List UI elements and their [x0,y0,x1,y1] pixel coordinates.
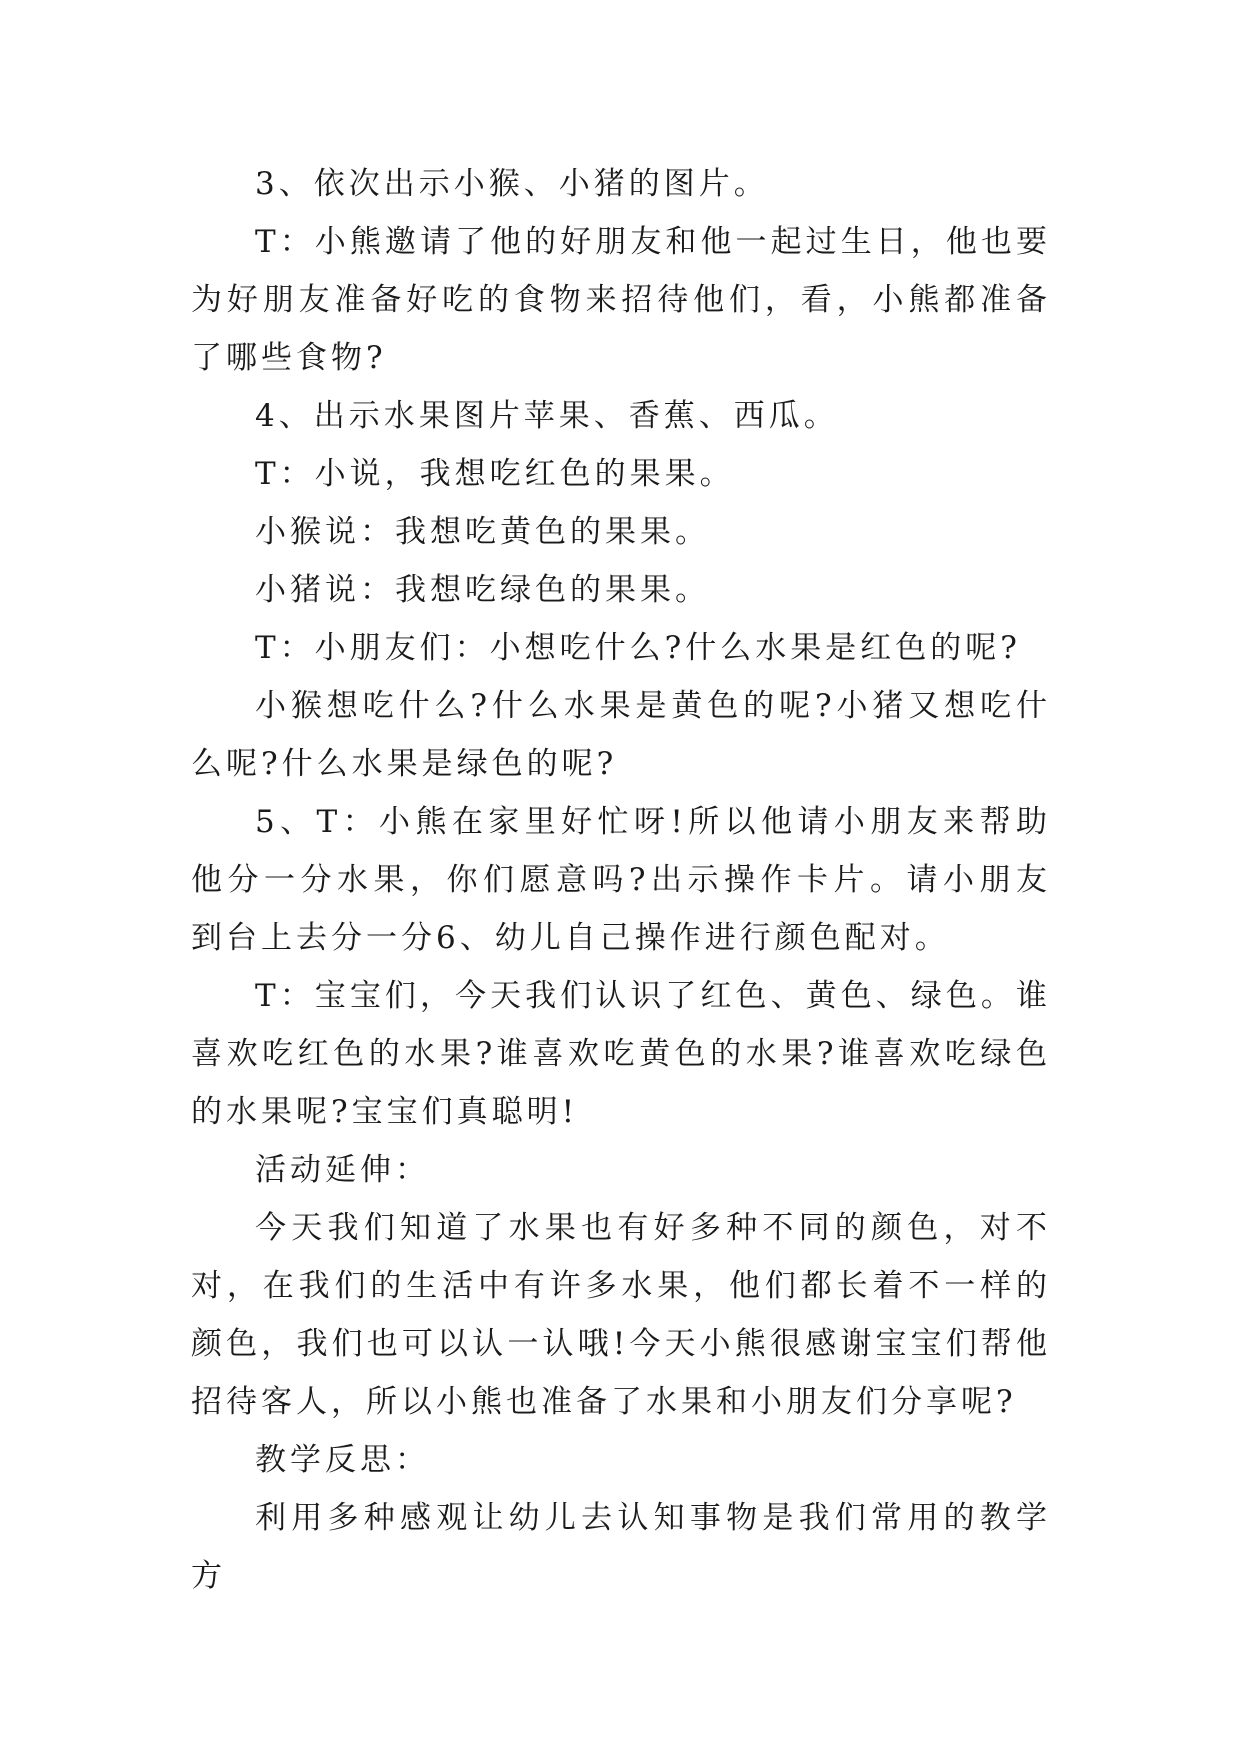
document-body [191,155,1051,1605]
heading-teaching-reflection: 教学反思： [255,1442,430,1478]
paragraph-step-3: 3、依次出示小猴、小猪的图片。 [255,166,769,202]
paragraph-teacher-question: T：小朋友们：小想吃什么?什么水果是红色的呢? [255,630,1021,666]
paragraph-monkey-yellow: 小猴说：我想吃黄色的果果。 [255,514,710,550]
heading-activity-extension: 活动延伸： [255,1152,430,1188]
paragraph-pig-green: 小猪说：我想吃绿色的果果。 [255,572,710,608]
paragraph-step-4: 4、出示水果图片苹果、香蕉、西瓜。 [255,398,839,434]
paragraph-extension-body: 今天我们知道了水果也有好多种不同的颜色，对不对，在我们的生活中有许多水果，他们都长着不一样的颜色，我们也可以认一认哦!今天小熊很感谢宝宝们帮他招待客人，所以小熊也准备了水果和小朋友们分享呢? [191,1210,1051,1420]
paragraph-teacher-red-fruit: T：小说，我想吃红色的果果。 [255,456,735,492]
paragraph-reflection-body: 利用多种感观让幼儿去认知事物是我们常用的教学方 [191,1500,1051,1594]
paragraph-step-5: 5、T：小熊在家里好忙呀!所以他请小朋友来帮助他分一分水果，你们愿意吗?出示操作卡片。请小朋友到台上去分一分6、幼儿自己操作进行颜色配对。 [191,804,1051,956]
paragraph-teacher-summary: T：宝宝们，今天我们认识了红色、黄色、绿色。谁喜欢吃红色的水果?谁喜欢吃黄色的水果?谁喜欢吃绿色的水果呢?宝宝们真聪明! [191,978,1051,1130]
paragraph-monkey-pig-question: 小猴想吃什么?什么水果是黄色的呢?小猪又想吃什么呢?什么水果是绿色的呢? [191,688,1051,782]
paragraph-teacher-bear-invite: T：小熊邀请了他的好朋友和他一起过生日，他也要为好朋友准备好吃的食物来招待他们，看，小熊都准备了哪些食物? [191,224,1051,376]
